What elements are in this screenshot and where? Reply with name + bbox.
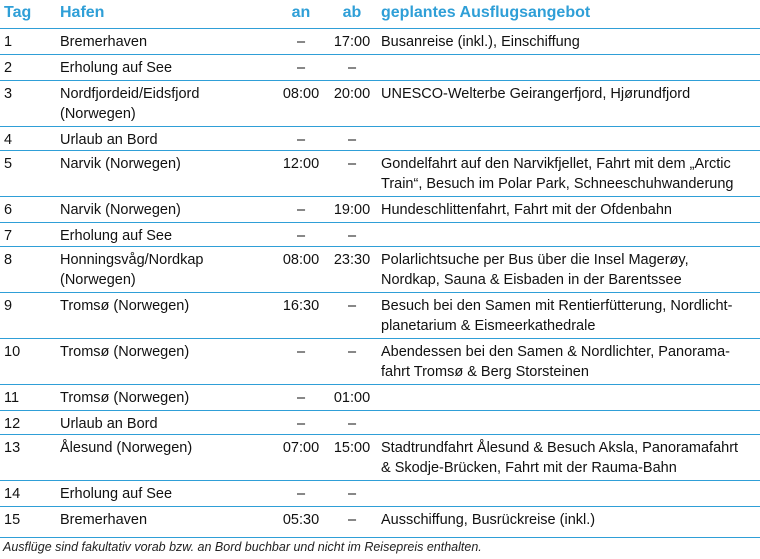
table-row — [0, 222, 760, 246]
arrival-time: – — [296, 60, 306, 76]
header-tag: Tag — [4, 4, 32, 21]
departure-time: 20:00 — [333, 86, 371, 102]
table-body — [0, 28, 760, 530]
port-name: Erholung auf See — [60, 486, 173, 502]
table-row — [0, 54, 760, 80]
header-an: an — [291, 4, 311, 21]
arrival-time: – — [296, 486, 306, 502]
table-row — [0, 480, 760, 506]
table-row — [0, 338, 760, 384]
excursion-info: Hundeschlittenfahrt, Fahrt mit der Ofdenbahn — [381, 202, 672, 218]
day-number: 4 — [4, 132, 13, 148]
excursion-info: Busanreise (inkl.), Einschiffung — [381, 34, 580, 50]
arrival-time: 12:00 — [282, 156, 320, 172]
excursion-info: Gondelfahrt auf den Narvikfjellet, Fahrt mit dem „Arctic Train“, Besuch im Polar Park, Schneeschuhwanderung — [381, 156, 734, 192]
port-name: Narvik (Norwegen) — [60, 202, 181, 218]
departure-time: – — [347, 60, 357, 76]
excursion-info: Stadtrundfahrt Ålesund & Besuch Aksla, Panoramafahrt & Skodje-Brücken, Fahrt mit der Rauma-Bahn — [381, 440, 739, 476]
table-row — [0, 384, 760, 410]
day-number: 2 — [4, 60, 13, 76]
arrival-time: – — [296, 228, 306, 244]
departure-time: – — [347, 416, 357, 432]
table-row — [0, 196, 760, 222]
port-name: Tromsø (Norwegen) — [60, 344, 190, 360]
port-name: Urlaub an Bord — [60, 416, 158, 432]
departure-time: 01:00 — [333, 390, 371, 406]
port-name: Erholung auf See — [60, 228, 173, 244]
arrival-time: 08:00 — [282, 86, 320, 102]
day-number: 5 — [4, 156, 13, 172]
table-row — [0, 80, 760, 126]
departure-time: 23:30 — [333, 252, 371, 268]
departure-time: – — [347, 132, 357, 148]
table-row — [0, 28, 760, 54]
header-hafen: Hafen — [60, 4, 105, 21]
excursion-info: Abendessen bei den Samen & Nordlichter, Panorama- fahrt Tromsø & Berg Storsteinen — [381, 344, 731, 380]
day-number: 3 — [4, 86, 13, 102]
port-name: Bremerhaven — [60, 34, 148, 50]
excursion-info: Polarlichtsuche per Bus über die Insel Magerøy, Nordkap, Sauna & Eisbaden in der Barentssee — [381, 252, 689, 288]
excursion-info: UNESCO-Welterbe Geirangerfjord, Hjørundfjord — [381, 86, 691, 102]
arrival-time: 05:30 — [282, 512, 320, 528]
arrival-time: – — [296, 416, 306, 432]
table-header — [0, 0, 760, 28]
arrival-time: 07:00 — [282, 440, 320, 456]
footnote: Ausflüge sind fakultativ vorab bzw. an Bord buchbar und nicht im Reisepreis enthalten. — [0, 537, 760, 554]
day-number: 11 — [4, 390, 20, 406]
day-number: 9 — [4, 298, 13, 314]
header-info: geplantes Ausflugsangebot — [381, 4, 591, 21]
table-row — [0, 150, 760, 196]
excursion-info: Ausschiffung, Busrückreise (inkl.) — [381, 512, 596, 528]
port-name: Tromsø (Norwegen) — [60, 298, 190, 314]
departure-time: 19:00 — [333, 202, 371, 218]
port-name: Bremerhaven — [60, 512, 148, 528]
departure-time: – — [347, 344, 357, 360]
day-number: 14 — [4, 486, 21, 502]
table-row — [0, 410, 760, 434]
departure-time: – — [347, 486, 357, 502]
day-number: 10 — [4, 344, 21, 360]
table-row — [0, 246, 760, 292]
departure-time: 15:00 — [333, 440, 371, 456]
arrival-time: 08:00 — [282, 252, 320, 268]
arrival-time: – — [296, 390, 306, 406]
day-number: 15 — [4, 512, 21, 528]
table-row — [0, 126, 760, 150]
arrival-time: – — [296, 344, 306, 360]
port-name: Tromsø (Norwegen) — [60, 390, 190, 406]
excursion-info: Besuch bei den Samen mit Rentierfütterung, Nordlicht- planetarium & Eismeerkathedrale — [381, 298, 733, 334]
day-number: 8 — [4, 252, 13, 268]
header-ab: ab — [342, 4, 362, 21]
arrival-time: – — [296, 34, 306, 50]
day-number: 1 — [4, 34, 13, 50]
day-number: 13 — [4, 440, 21, 456]
arrival-time: 16:30 — [282, 298, 320, 314]
port-name: Ålesund (Norwegen) — [60, 440, 193, 456]
table-row — [0, 292, 760, 338]
departure-time: – — [347, 512, 357, 528]
table-row — [0, 434, 760, 480]
departure-time: – — [347, 228, 357, 244]
departure-time: – — [347, 156, 357, 172]
port-name: Urlaub an Bord — [60, 132, 158, 148]
port-name: Narvik (Norwegen) — [60, 156, 181, 172]
port-name: Honningsvåg/Nordkap (Norwegen) — [60, 252, 204, 288]
table-row — [0, 506, 760, 530]
arrival-time: – — [296, 202, 306, 218]
departure-time: 17:00 — [333, 34, 371, 50]
arrival-time: – — [296, 132, 306, 148]
day-number: 6 — [4, 202, 13, 218]
day-number: 12 — [4, 416, 21, 432]
port-name: Nordfjordeid/Eidsfjord (Norwegen) — [60, 86, 200, 122]
departure-time: – — [347, 298, 357, 314]
port-name: Erholung auf See — [60, 60, 173, 76]
day-number: 7 — [4, 228, 13, 244]
